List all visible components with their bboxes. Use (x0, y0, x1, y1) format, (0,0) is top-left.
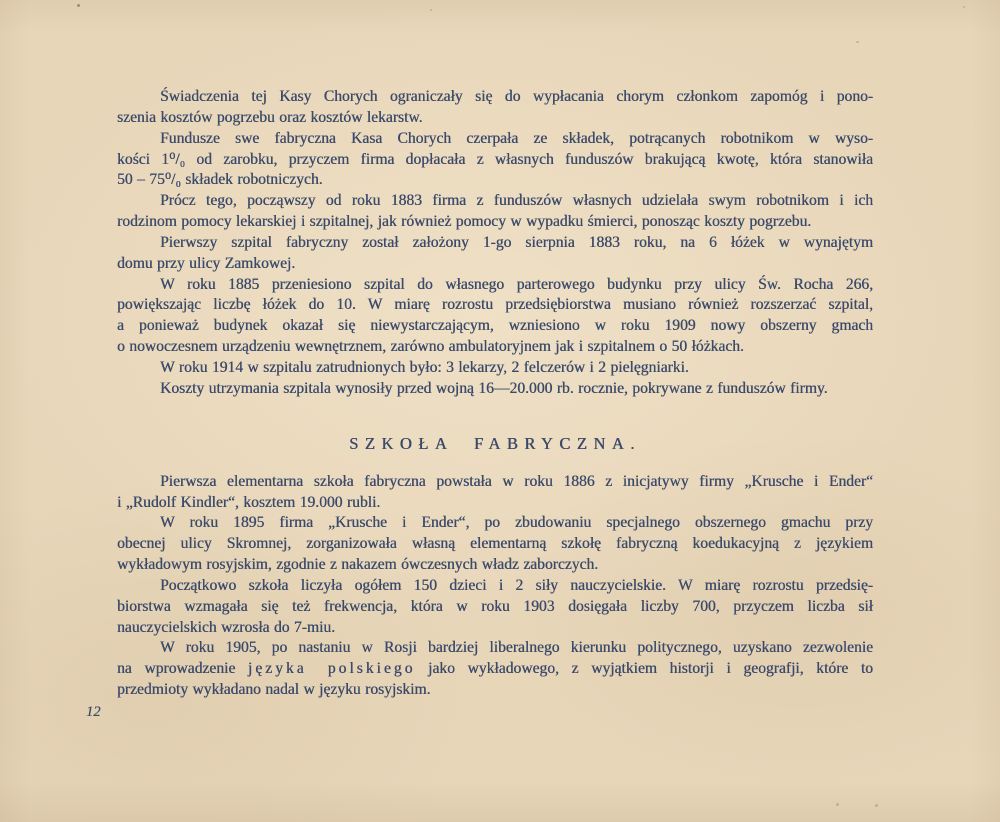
text-line: i „Rudolf Kindler“, kosztem 19.000 rubli. (117, 493, 381, 511)
text-line (117, 659, 873, 680)
text-line: przedmioty wykładano nadal w języku rosyjskim. (117, 681, 431, 699)
paragraph (117, 191, 873, 233)
paragraph (117, 472, 873, 514)
text-line: biorstwa wzmagała się też frekwencja, która w roku 1903 dosięgała liczby 700, przyczem liczba sił (117, 597, 873, 615)
text-line: rodzinom pomocy lekarskiej i szpitalnej, jak również pomocy w wypadku śmierci, ponosząc koszty pogrzebu. (117, 213, 812, 231)
text-segment: na wprowadzenie (117, 660, 248, 678)
text-line: Pierwsza elementarna szkoła fabryczna powstała w roku 1886 z inicjatywy firmy „Krusche i Ender“ (160, 472, 873, 490)
text-line: W roku 1905, po nastaniu w Rosji bardziej liberalnego kierunku politycznego, uzyskano zezwolenie (160, 639, 873, 657)
paragraph (117, 576, 873, 639)
paragraph (117, 129, 873, 192)
text-line: Początkowo szkoła liczyła ogółem 150 dzieci i 2 siły nauczycielskie. W miarę rozrostu przedsię- (160, 576, 873, 594)
scan-speck (875, 804, 878, 807)
page-text-block (117, 87, 873, 701)
text-line: szenia kosztów pogrzebu oraz kosztów lekarstw. (117, 108, 423, 126)
section-heading: SZKOŁA FABRYCZNA. (349, 433, 641, 453)
text-line: o nowoczesnem urządzeniu wewnętrznem, zarówno ambulatoryjnem jak i szpitalnem o 50 łóżkach. (117, 338, 744, 356)
text-line: W roku 1914 w szpitalu zatrudnionych było: 3 lekarzy, 2 felczerów i 2 pielęgniarki. (160, 358, 689, 376)
paragraph (117, 358, 873, 379)
paragraph (117, 513, 873, 576)
text-line: wykładowym rosyjskim, zgodnie z nakazem ówczesnych władz zaborczych. (117, 556, 599, 574)
page-number: 12 (86, 704, 101, 720)
paragraph (117, 275, 873, 358)
text-segment: jako wykładowego, z wyjątkiem historji i geografji, które to (415, 660, 873, 678)
text-line: W roku 1885 przeniesiono szpital do własnego parterowego budynku przy ulicy Św. Rocha 266, (160, 275, 873, 293)
text-line: Świadczenia tej Kasy Chorych ograniczały się do wypłacania chorym członkom zapomóg i pono- (160, 88, 873, 105)
text-line: a ponieważ budynek okazał się niewystarczającym, wzniesiono w roku 1909 nowy obszerny gmach (117, 317, 873, 335)
paragraph (117, 233, 873, 275)
text-line: W roku 1895 firma „Krusche i Ender“, po zbudowaniu specjalnego obszernego gmachu przy (160, 514, 873, 532)
scan-speck (430, 9, 432, 11)
text-line: 50 – 75⁰/₀ składek robotniczych. (117, 171, 323, 189)
paragraph (117, 638, 873, 701)
text-line: Prócz tego, począwszy od roku 1883 firma z funduszów własnych udzielała swym robotnikom i ich (160, 192, 873, 210)
scan-speck (836, 803, 839, 806)
paragraph (117, 379, 873, 400)
text-line: nauczycielskich wzrosła do 7-miu. (117, 618, 336, 636)
text-line: domu przy ulicy Zamkowej. (117, 254, 296, 272)
text-line: Pierwszy szpital fabryczny został założony 1-go sierpnia 1883 roku, na 6 łóżek w wynajętym (160, 233, 873, 251)
emphasized-text: języka polskiego (247, 660, 416, 678)
scan-speck (963, 6, 965, 8)
text-line: obecnej ulicy Skromnej, zorganizowała własną elementarną szkołę fabryczną koedukacyjną z językiem (117, 535, 873, 553)
scan-speck (77, 4, 80, 7)
text-line: Fundusze swe fabryczna Kasa Chorych czerpała ze składek, potrącanych robotnikom w wyso- (160, 129, 873, 147)
paragraph (117, 87, 873, 129)
scan-speck (856, 41, 859, 43)
text-line: powiększając liczbę łóżek do 10. W miarę rozrostu przedsiębiorstwa musiano również rozszerzać szpital, (117, 296, 873, 314)
text-line: Koszty utrzymania szpitala wynosiły przed wojną 16—20.000 rb. rocznie, pokrywane z funduszów firmy. (160, 379, 828, 397)
text-line: kości 1⁰/₀ od zarobku, przyczem firma dopłacała z własnych funduszów brakującą kwotę, która stanowiła (117, 150, 873, 168)
